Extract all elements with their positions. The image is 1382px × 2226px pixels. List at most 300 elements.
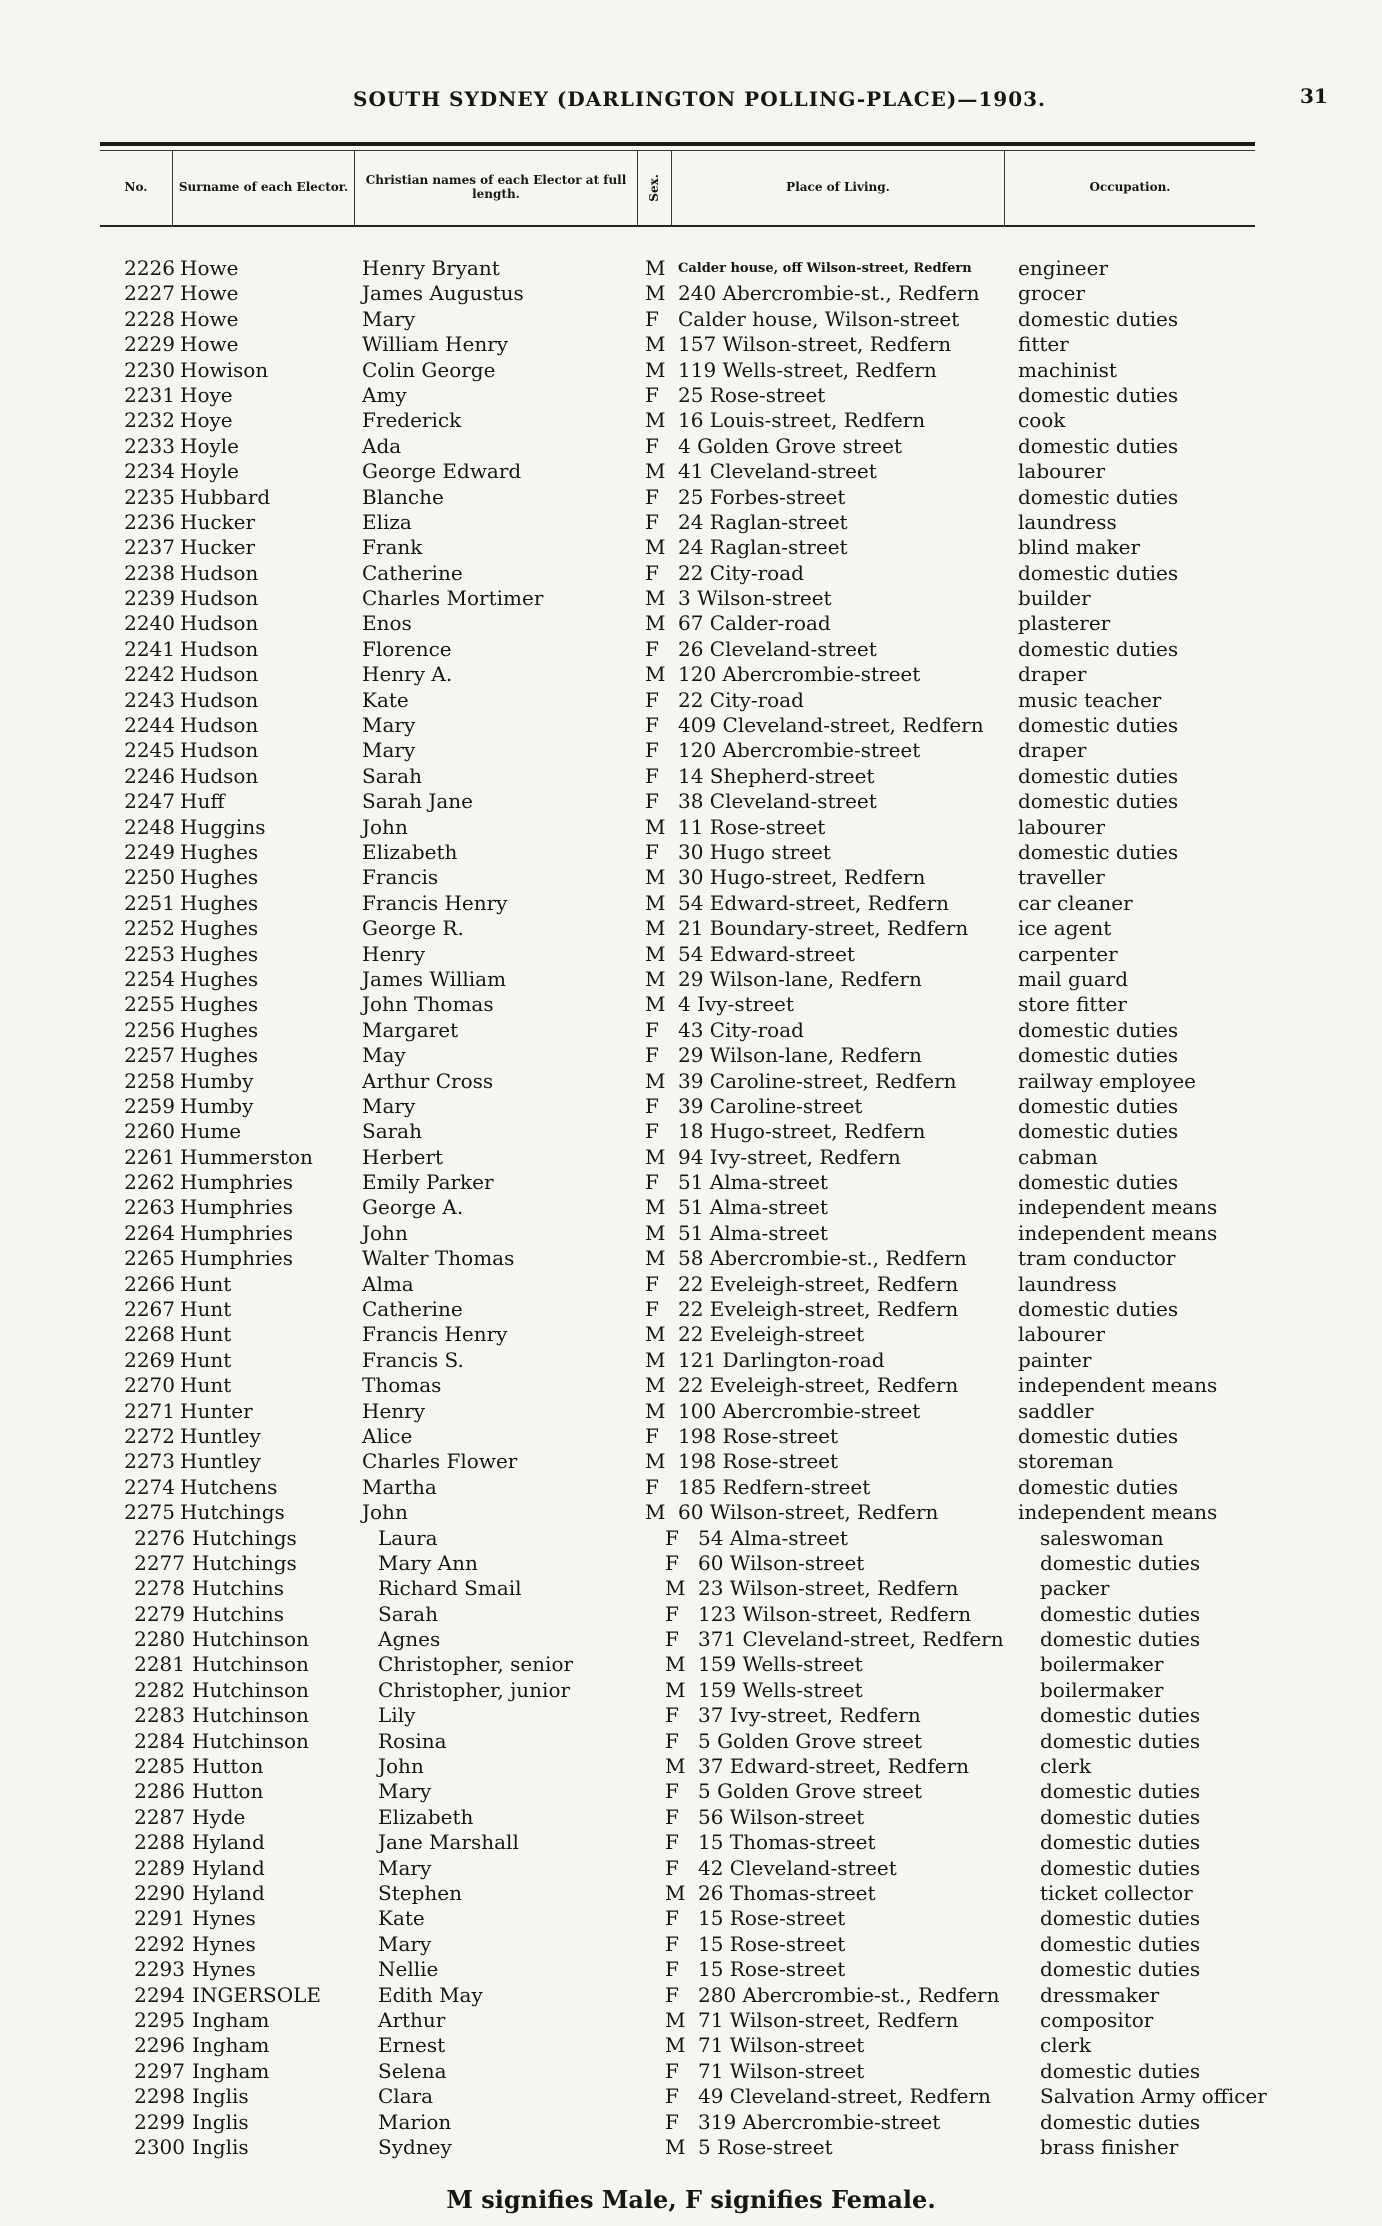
- elector-place-of-living: 185 Redfern-street: [678, 1474, 871, 1499]
- elector-christian-names: Mary: [378, 1931, 432, 1956]
- elector-sex: M: [645, 966, 666, 991]
- elector-surname: Howe: [180, 281, 239, 306]
- table-row: [0, 1145, 1382, 1170]
- table-row: [0, 992, 1382, 1017]
- elector-occupation: domestic duties: [1018, 306, 1179, 331]
- elector-occupation: domestic duties: [1040, 1779, 1201, 1804]
- table-row: [0, 688, 1382, 713]
- elector-number: 2270: [124, 1373, 175, 1398]
- table-row: [0, 358, 1382, 383]
- elector-place-of-living: 30 Hugo street: [678, 839, 831, 864]
- elector-christian-names: Mary: [378, 1779, 432, 1804]
- elector-occupation: music teacher: [1018, 687, 1162, 712]
- elector-place-of-living: 23 Wilson-street, Redfern: [698, 1576, 959, 1601]
- elector-occupation: domestic duties: [1018, 1119, 1179, 1144]
- elector-occupation: draper: [1018, 738, 1087, 763]
- table-row: [0, 1932, 1382, 1957]
- elector-sex: F: [645, 1093, 659, 1118]
- elector-christian-names: Christopher, junior: [378, 1677, 571, 1702]
- elector-number: 2247: [124, 789, 175, 814]
- table-row: [0, 2033, 1382, 2058]
- table-row: [0, 1729, 1382, 1754]
- elector-sex: M: [645, 256, 666, 280]
- elector-occupation: domestic duties: [1040, 2109, 1201, 2134]
- elector-christian-names: Blanche: [362, 484, 444, 509]
- elector-sex: M: [645, 916, 666, 941]
- elector-surname: Hudson: [180, 636, 259, 661]
- elector-place-of-living: 26 Thomas-street: [698, 1881, 876, 1905]
- elector-number: 2237: [124, 535, 175, 560]
- table-row: [0, 1399, 1382, 1424]
- elector-christian-names: Kate: [378, 1906, 425, 1931]
- elector-sex: F: [645, 560, 659, 585]
- elector-number: 2295: [134, 2007, 185, 2032]
- elector-surname: Hunt: [180, 1347, 232, 1372]
- elector-sex: M: [665, 2033, 686, 2058]
- elector-sex: F: [645, 1423, 659, 1448]
- elector-occupation: domestic duties: [1018, 789, 1179, 814]
- elector-christian-names: James William: [362, 966, 507, 991]
- elector-surname: Hutchins: [192, 1576, 284, 1601]
- elector-occupation: grocer: [1018, 281, 1086, 306]
- elector-place-of-living: 58 Abercrombie-st., Redfern: [678, 1246, 967, 1271]
- elector-sex: F: [665, 1830, 679, 1855]
- elector-christian-names: Frank: [362, 535, 423, 560]
- elector-place-of-living: 198 Rose-street: [678, 1423, 839, 1448]
- table-row: [0, 1906, 1382, 1931]
- elector-number: 2259: [124, 1093, 175, 1118]
- elector-christian-names: Martha: [362, 1474, 437, 1499]
- elector-occupation: domestic duties: [1018, 839, 1179, 864]
- table-row: [0, 916, 1382, 941]
- table-row: [0, 611, 1382, 636]
- elector-christian-names: Herbert: [362, 1144, 444, 1169]
- elector-christian-names: Margaret: [362, 1017, 459, 1042]
- table-row: [0, 1500, 1382, 1525]
- elector-occupation: domestic duties: [1018, 1423, 1179, 1448]
- elector-number: 2288: [134, 1830, 185, 1855]
- elector-occupation: domestic duties: [1018, 763, 1179, 788]
- elector-christian-names: Sarah: [378, 1601, 438, 1626]
- table-row: [0, 1805, 1382, 1830]
- elector-surname: Humphries: [180, 1170, 294, 1195]
- elector-number: 2285: [134, 1754, 185, 1779]
- elector-number: 2256: [124, 1017, 175, 1042]
- table-row: [0, 2084, 1382, 2109]
- elector-place-of-living: 22 Eveleigh-street: [678, 1322, 865, 1347]
- elector-sex: F: [645, 1297, 659, 1322]
- elector-number: 2263: [124, 1195, 175, 1220]
- table-row: [0, 256, 1382, 281]
- elector-number: 2293: [134, 1957, 185, 1982]
- elector-occupation: domestic duties: [1018, 713, 1179, 738]
- elector-christian-names: George Edward: [362, 459, 522, 484]
- elector-surname: Hutchings: [180, 1500, 285, 1525]
- elector-sex: F: [665, 1779, 679, 1804]
- elector-sex: F: [665, 1525, 679, 1550]
- elector-number: 2268: [124, 1322, 175, 1347]
- elector-number: 2250: [124, 865, 175, 890]
- elector-place-of-living: 22 City-road: [678, 687, 804, 712]
- elector-surname: Hughes: [180, 966, 259, 991]
- elector-place-of-living: 37 Edward-street, Redfern: [698, 1754, 970, 1779]
- elector-sex: M: [645, 1347, 666, 1372]
- elector-sex: M: [645, 865, 666, 890]
- elector-christian-names: Francis Henry: [362, 1322, 508, 1347]
- elector-occupation: laundress: [1018, 1271, 1117, 1296]
- elector-place-of-living: 29 Wilson-lane, Redfern: [678, 966, 922, 991]
- elector-occupation: domestic duties: [1018, 1297, 1179, 1322]
- elector-number: 2283: [134, 1703, 185, 1728]
- elector-christian-names: Stephen: [378, 1881, 462, 1905]
- elector-christian-names: May: [362, 1043, 406, 1068]
- elector-occupation: boilermaker: [1040, 1677, 1164, 1702]
- elector-number: 2289: [134, 1855, 185, 1880]
- elector-place-of-living: 37 Ivy-street, Redfern: [698, 1703, 921, 1728]
- table-row: [0, 1779, 1382, 1804]
- table-row: [0, 485, 1382, 510]
- elector-occupation: saleswoman: [1040, 1525, 1164, 1550]
- table-row: [0, 1983, 1382, 2008]
- elector-occupation: ice agent: [1018, 916, 1112, 941]
- elector-occupation: packer: [1040, 1576, 1110, 1601]
- elector-number: 2254: [124, 966, 175, 991]
- elector-number: 2241: [124, 636, 175, 661]
- elector-number: 2282: [134, 1677, 185, 1702]
- elector-surname: Hughes: [180, 916, 259, 941]
- elector-surname: Hudson: [180, 738, 259, 763]
- elector-occupation: domestic duties: [1040, 1601, 1201, 1626]
- elector-surname: Humphries: [180, 1220, 294, 1245]
- elector-sex: F: [645, 433, 659, 458]
- table-row: [0, 1348, 1382, 1373]
- table-row: [0, 1652, 1382, 1677]
- elector-place-of-living: 4 Golden Grove street: [678, 433, 903, 458]
- elector-surname: Hyland: [192, 1855, 265, 1880]
- elector-place-of-living: 123 Wilson-street, Redfern: [698, 1601, 972, 1626]
- elector-christian-names: Elizabeth: [362, 839, 458, 864]
- elector-sex: M: [665, 1754, 686, 1779]
- elector-sex: F: [665, 1931, 679, 1956]
- elector-number: 2297: [134, 2058, 185, 2083]
- elector-sex: F: [645, 1271, 659, 1296]
- elector-christian-names: Ada: [362, 433, 402, 458]
- elector-number: 2294: [134, 1982, 185, 2007]
- elector-number: 2242: [124, 662, 175, 687]
- table-row: [0, 1526, 1382, 1551]
- elector-sex: F: [645, 713, 659, 738]
- elector-christian-names: Enos: [362, 611, 412, 636]
- elector-place-of-living: 409 Cleveland-street, Redfern: [678, 713, 984, 738]
- elector-place-of-living: 71 Wilson-street, Redfern: [698, 2007, 959, 2032]
- elector-occupation: domestic duties: [1018, 560, 1179, 585]
- elector-occupation: storeman: [1018, 1449, 1114, 1474]
- elector-occupation: independent means: [1018, 1373, 1218, 1398]
- elector-occupation: railway employee: [1018, 1068, 1196, 1093]
- elector-christian-names: Eliza: [362, 509, 412, 534]
- elector-sex: F: [665, 1906, 679, 1931]
- elector-place-of-living: 24 Raglan-street: [678, 535, 848, 560]
- elector-sex: M: [645, 357, 666, 382]
- elector-place-of-living: Calder house, Wilson-street: [678, 306, 960, 331]
- elector-sex: F: [645, 1119, 659, 1144]
- elector-number: 2243: [124, 687, 175, 712]
- elector-surname: Howe: [180, 306, 239, 331]
- elector-sex: F: [665, 1601, 679, 1626]
- elector-surname: Hume: [180, 1119, 242, 1144]
- elector-place-of-living: 25 Forbes-street: [678, 484, 846, 509]
- elector-number: 2252: [124, 916, 175, 941]
- table-row: [0, 1449, 1382, 1474]
- elector-number: 2284: [134, 1728, 185, 1753]
- elector-place-of-living: 38 Cleveland-street: [678, 789, 877, 814]
- elector-place-of-living: 11 Rose-street: [678, 814, 826, 839]
- table-row: [0, 2110, 1382, 2135]
- elector-number: 2286: [134, 1779, 185, 1804]
- elector-place-of-living: 39 Caroline-street: [678, 1093, 863, 1118]
- elector-christian-names: John: [362, 1500, 408, 1525]
- elector-surname: Hutchins: [192, 1601, 284, 1626]
- table-row: [0, 713, 1382, 738]
- table-row: [0, 332, 1382, 357]
- elector-surname: Inglis: [192, 2109, 249, 2134]
- elector-surname: Humby: [180, 1068, 254, 1093]
- elector-occupation: domestic duties: [1018, 1093, 1179, 1118]
- elector-number: 2269: [124, 1347, 175, 1372]
- elector-surname: Hudson: [180, 611, 259, 636]
- table-row: [0, 434, 1382, 459]
- elector-surname: Hutchinson: [192, 1728, 309, 1753]
- elector-number: 2236: [124, 509, 175, 534]
- elector-surname: Hucker: [180, 509, 256, 534]
- elector-christian-names: Sarah: [362, 763, 422, 788]
- elector-christian-names: Henry Bryant: [362, 256, 500, 280]
- elector-occupation: plasterer: [1018, 611, 1111, 636]
- elector-place-of-living: 21 Boundary-street, Redfern: [678, 916, 969, 941]
- elector-christian-names: John Thomas: [362, 992, 494, 1017]
- elector-occupation: domestic duties: [1018, 382, 1179, 407]
- elector-place-of-living: 240 Abercrombie-st., Redfern: [678, 281, 980, 306]
- elector-number: 2262: [124, 1170, 175, 1195]
- elector-occupation: store fitter: [1018, 992, 1127, 1017]
- elector-sex: M: [645, 611, 666, 636]
- elector-sex: F: [645, 1170, 659, 1195]
- elector-number: 2231: [124, 382, 175, 407]
- elector-occupation: draper: [1018, 662, 1087, 687]
- elector-christian-names: Emily Parker: [362, 1170, 494, 1195]
- table-row: [0, 1272, 1382, 1297]
- elector-number: 2244: [124, 713, 175, 738]
- elector-christian-names: Arthur: [378, 2007, 446, 2032]
- table-row: [0, 1195, 1382, 1220]
- elector-place-of-living: 120 Abercrombie-street: [678, 738, 921, 763]
- elector-christian-names: Edith May: [378, 1982, 483, 2007]
- elector-occupation: independent means: [1018, 1220, 1218, 1245]
- elector-christian-names: Florence: [362, 636, 452, 661]
- elector-place-of-living: 16 Louis-street, Redfern: [678, 408, 926, 433]
- elector-christian-names: Christopher, senior: [378, 1652, 574, 1677]
- table-row: [0, 738, 1382, 763]
- elector-christian-names: Frederick: [362, 408, 462, 433]
- elector-surname: Hughes: [180, 1017, 259, 1042]
- elector-surname: Hyde: [192, 1804, 246, 1829]
- table-row: [0, 510, 1382, 535]
- elector-occupation: saddler: [1018, 1398, 1094, 1423]
- elector-surname: Hutton: [192, 1779, 264, 1804]
- elector-sex: M: [645, 814, 666, 839]
- elector-surname: Hutchens: [180, 1474, 278, 1499]
- elector-sex: M: [645, 1398, 666, 1423]
- elector-place-of-living: 159 Wells-street: [698, 1677, 863, 1702]
- column-header-surname: [173, 151, 355, 225]
- elector-sex: F: [665, 1957, 679, 1982]
- elector-surname: Hynes: [192, 1906, 256, 1931]
- elector-surname: Hunt: [180, 1297, 232, 1322]
- elector-christian-names: Catherine: [362, 1297, 463, 1322]
- elector-number: 2227: [124, 281, 175, 306]
- elector-occupation: laundress: [1018, 509, 1117, 534]
- elector-surname: Hoye: [180, 382, 233, 407]
- page-number: 31: [1300, 84, 1328, 108]
- elector-christian-names: Mary: [362, 738, 416, 763]
- elector-sex: M: [665, 1576, 686, 1601]
- page-header: [0, 82, 1382, 122]
- elector-surname: Hutchinson: [192, 1627, 309, 1652]
- elector-number: 2226: [124, 256, 175, 280]
- elector-surname: Hyland: [192, 1881, 265, 1905]
- elector-surname: Hutchings: [192, 1550, 297, 1575]
- elector-place-of-living: 3 Wilson-street: [678, 586, 832, 611]
- elector-sex: F: [645, 1043, 659, 1068]
- table-row: [0, 967, 1382, 992]
- elector-number: 2239: [124, 586, 175, 611]
- elector-number: 2255: [124, 992, 175, 1017]
- elector-occupation: blind maker: [1018, 535, 1141, 560]
- elector-place-of-living: 54 Edward-street, Redfern: [678, 890, 950, 915]
- table-row: [0, 1246, 1382, 1271]
- elector-number: 2234: [124, 459, 175, 484]
- elector-place-of-living: 42 Cleveland-street: [698, 1855, 897, 1880]
- elector-place-of-living: 39 Caroline-street, Redfern: [678, 1068, 957, 1093]
- elector-christian-names: Alice: [362, 1423, 413, 1448]
- elector-christian-names: Mary: [362, 306, 416, 331]
- elector-christian-names: Marion: [378, 2109, 452, 2134]
- table-row: [0, 1856, 1382, 1881]
- elector-surname: Hutchinson: [192, 1677, 309, 1702]
- elector-number: 2273: [124, 1449, 175, 1474]
- elector-sex: M: [665, 1677, 686, 1702]
- elector-place-of-living: 43 City-road: [678, 1017, 804, 1042]
- elector-surname: Howe: [180, 332, 239, 357]
- elector-place-of-living: 15 Thomas-street: [698, 1830, 876, 1855]
- elector-surname: Hoye: [180, 408, 233, 433]
- elector-surname: Hucker: [180, 535, 256, 560]
- elector-surname: Hutchinson: [192, 1703, 309, 1728]
- elector-sex: F: [645, 636, 659, 661]
- elector-christian-names: Charles Mortimer: [362, 586, 544, 611]
- elector-christian-names: Jane Marshall: [378, 1830, 519, 1855]
- table-row: [0, 1221, 1382, 1246]
- elector-place-of-living: 24 Raglan-street: [678, 509, 848, 534]
- elector-sex: M: [645, 408, 666, 433]
- elector-place-of-living: 371 Cleveland-street, Redfern: [698, 1627, 1004, 1652]
- elector-sex: F: [645, 1474, 659, 1499]
- column-header-place-label: Place of Living.: [786, 180, 890, 195]
- elector-sex: M: [645, 992, 666, 1017]
- elector-number: 2271: [124, 1398, 175, 1423]
- elector-number: 2276: [134, 1525, 185, 1550]
- elector-sex: F: [665, 1804, 679, 1829]
- elector-place-of-living: 159 Wells-street: [698, 1652, 863, 1677]
- elector-sex: F: [645, 763, 659, 788]
- elector-surname: Humby: [180, 1093, 254, 1118]
- elector-surname: Huggins: [180, 814, 266, 839]
- elector-occupation: cabman: [1018, 1144, 1098, 1169]
- elector-christian-names: Agnes: [378, 1627, 441, 1652]
- elector-place-of-living: 60 Wilson-street: [698, 1550, 865, 1575]
- elector-occupation: domestic duties: [1040, 2058, 1201, 2083]
- elector-surname: Hudson: [180, 586, 259, 611]
- elector-surname: Hughes: [180, 992, 259, 1017]
- elector-surname: Hoyle: [180, 459, 240, 484]
- elector-sex: F: [665, 1703, 679, 1728]
- elector-number: 2235: [124, 484, 175, 509]
- elector-place-of-living: 54 Edward-street: [678, 941, 855, 966]
- top-rule: [100, 142, 1255, 146]
- elector-sex: F: [665, 1550, 679, 1575]
- table-row: [0, 1957, 1382, 1982]
- elector-place-of-living: 94 Ivy-street, Redfern: [678, 1144, 901, 1169]
- elector-number: 2240: [124, 611, 175, 636]
- elector-number: 2298: [134, 2084, 185, 2109]
- elector-surname: Hynes: [192, 1957, 256, 1982]
- elector-sex: F: [665, 2109, 679, 2134]
- elector-sex: F: [645, 687, 659, 712]
- elector-place-of-living: 22 Eveleigh-street, Redfern: [678, 1271, 959, 1296]
- elector-number: 2253: [124, 941, 175, 966]
- elector-christian-names: Mary: [378, 1855, 432, 1880]
- elector-christian-names: Sarah: [362, 1119, 422, 1144]
- table-row: [0, 1703, 1382, 1728]
- table-row: [0, 891, 1382, 916]
- elector-sex: F: [645, 509, 659, 534]
- elector-occupation: labourer: [1018, 814, 1106, 839]
- column-header-surname-label: Surname of each Elector.: [178, 180, 349, 195]
- elector-christian-names: Arthur Cross: [362, 1068, 494, 1093]
- elector-occupation: domestic duties: [1040, 1906, 1201, 1931]
- elector-occupation: Salvation Army officer: [1040, 2084, 1267, 2109]
- footnote: M signifies Male, F signifies Female.: [446, 2185, 936, 2214]
- elector-place-of-living: 26 Cleveland-street: [678, 636, 877, 661]
- elector-surname: Howison: [180, 357, 269, 382]
- elector-christian-names: Selena: [378, 2058, 447, 2083]
- elector-surname: Hudson: [180, 662, 259, 687]
- elector-occupation: domestic duties: [1040, 1728, 1201, 1753]
- elector-occupation: clerk: [1040, 2033, 1092, 2058]
- elector-surname: Hughes: [180, 890, 259, 915]
- elector-place-of-living: 121 Darlington-road: [678, 1347, 885, 1372]
- elector-number: 2280: [134, 1627, 185, 1652]
- elector-surname: Hutchinson: [192, 1652, 309, 1677]
- elector-occupation: ticket collector: [1040, 1881, 1193, 1905]
- elector-number: 2299: [134, 2109, 185, 2134]
- elector-number: 2238: [124, 560, 175, 585]
- elector-occupation: domestic duties: [1018, 1170, 1179, 1195]
- elector-number: 2274: [124, 1474, 175, 1499]
- elector-number: 2290: [134, 1881, 185, 1905]
- elector-occupation: domestic duties: [1040, 1830, 1201, 1855]
- elector-number: 2246: [124, 763, 175, 788]
